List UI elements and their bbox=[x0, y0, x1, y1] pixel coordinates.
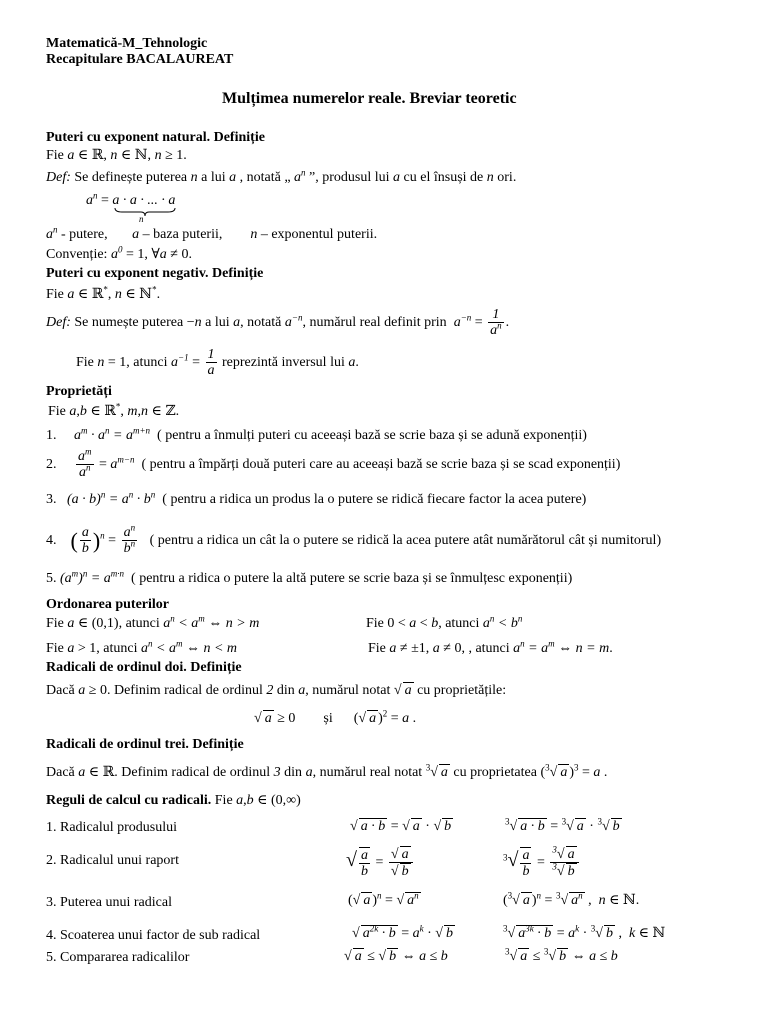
definition-line: $a^n$ - putere, a – baza puterii, n – exponentul puterii. bbox=[46, 224, 378, 242]
formula-power: $a^n = a \cdot a$ · ... · a bbox=[86, 190, 176, 208]
rule-formula: √ a · b = √ a · √ b bbox=[350, 819, 452, 834]
header-subtitle: Recapitulare BACALAUREAT bbox=[46, 52, 234, 67]
rule-label: 4. Scoaterea unui factor de sub radical bbox=[46, 928, 261, 943]
rule-label: 3. Puterea unui radical bbox=[46, 895, 172, 910]
section-heading: Radicali de ordinul trei. Definiție bbox=[46, 737, 244, 752]
section-heading: Proprietăți bbox=[46, 384, 112, 399]
rule-label: 1. Radicalul produsului bbox=[46, 820, 178, 835]
definition-line: Fie a ∈ ℝ, n ∈ ℕ, n ≥ 1. bbox=[46, 148, 187, 163]
definition-line: Fie a ∈ ℝ*, n ∈ ℕ*. bbox=[46, 284, 161, 302]
header-course: Matematică-M_Tehnologic bbox=[46, 36, 208, 51]
definition-line: Fie n = 1, atunci $a^{-1}$ = $\frac{1}{a}$ reprezintă inversul lui a. bbox=[76, 347, 359, 379]
rule-formula: $^3$√ $a^{3k} \cdot b = a^k \cdot ^3√$ b , k ∈ ℕ bbox=[503, 923, 666, 941]
property-item: 3. $(a \cdot b)^n = a^n \cdot b^n$ ( pentru a ridica un produs la o putere se ridică fiecare factor la acea putere) bbox=[46, 489, 587, 507]
definition-line: Def: Se definește puterea n a lui a , notată „ $a^n$ ”, produsul lui a cu el însuși de n ori. bbox=[46, 167, 517, 185]
order-rule: Fie 0 < a < b, atunci $a^n < b^n$ bbox=[366, 613, 523, 631]
section-heading-line: Reguli de calcul cu radicali. Fie a,b ∈ (0,∞) bbox=[46, 793, 301, 808]
property-item: 1. $a^m \cdot a^n = a^{m+n}$ ( pentru a înmulți puteri cu aceeași bază se scrie baza și se adună exponenții) bbox=[46, 425, 587, 443]
order-rule: Fie a ≠ ±1, a ≠ 0, , atunci $a^n = a^m$ ⇔ n = m. bbox=[368, 638, 613, 656]
formula-sqrt-properties: √ a ≥ 0 și (√ a )$^2$ = a . bbox=[254, 708, 417, 726]
definition-line: Fie a,b ∈ ℝ*, m,n ∈ ℤ. bbox=[48, 401, 180, 419]
section-heading: Radicali de ordinul doi. Definiție bbox=[46, 660, 242, 675]
convention-line: Convenție: $a^0 = 1$, ∀a ≠ 0. bbox=[46, 244, 192, 262]
order-rule: Fie a ∈ (0,1), atunci $a^n < a^m$ ⇔ n > m bbox=[46, 613, 260, 631]
rule-formula: √ a ≤ √ b ⇔ a ≤ b bbox=[344, 949, 448, 964]
brace-label: n bbox=[139, 214, 144, 224]
section-heading: Puteri cu exponent natural. Definiție bbox=[46, 130, 265, 145]
page-title: Mulțimea numerelor reale. Breviar teoretic bbox=[222, 90, 517, 107]
rule-formula: ($^3$√ a )$^n$ = $^3$√ $a^n$ , n ∈ ℕ. bbox=[503, 890, 640, 908]
definition-line: Dacă a ≥ 0. Definim radical de ordinul 2 din a, numărul notat √ a cu proprietățile: bbox=[46, 683, 507, 698]
rule-label: 5. Compararea radicalilor bbox=[46, 950, 190, 965]
property-item: 5. $(a^m)^n = a^{m\cdot n}$ ( pentru a ridica o putere la altă putere se scrie baza și se înmulțesc exponenții) bbox=[46, 568, 573, 586]
rule-label: 2. Radicalul unui raport bbox=[46, 853, 179, 868]
definition-line: Def: Se numește puterea −n a lui a, notată $a^{-n}$, numărul real definit prin $a^{-n}$ = $\frac{1}{a^n}$ . bbox=[46, 307, 510, 339]
rule-formula: $^3$√ a ≤ $^3$√ b ⇔ a ≤ b bbox=[505, 946, 618, 964]
property-item: 4. ( $\frac{a}{b}$ )$^n$ = $\frac{a^n}{b^n}$ ( pentru a ridica un cât la o putere se ridică la acea putere atât numărătorul cât și numitorul) bbox=[46, 522, 662, 557]
order-rule: Fie a > 1, atunci $a^n < a^m$ ⇔ n < m bbox=[46, 638, 238, 656]
definition-line: Dacă a ∈ ℝ. Definim radical de ordinul 3 din a, numărul real notat $^3$√ a cu proprietatea ($^3$√ a )$^3$ = a . bbox=[46, 762, 608, 780]
rule-formula: √ $\frac{a}{b}$ = $\frac{√ a}{√ b}$ bbox=[346, 840, 415, 883]
property-item: 2. $\frac{a^m}{a^n}$ = $a^{m-n}$ ( pentru a împărți două puteri care au aceeași bază se scrie baza și se scad exponenții) bbox=[46, 446, 621, 481]
section-heading: Ordonarea puterilor bbox=[46, 597, 170, 612]
rule-formula: (√ a )$^n$ = √ $a^n$ bbox=[348, 890, 419, 908]
rule-formula: √ $a^{2k} \cdot b = a^k$ · √ b bbox=[352, 923, 453, 941]
rule-formula: $^3$√ $\frac{a}{b}$ = $\frac{^3√ a}{^3√ b}$ bbox=[503, 840, 581, 883]
rule-formula: $^3$√ a · b = $^3$√ a · $^3$√ b bbox=[505, 816, 620, 834]
section-heading: Puteri cu exponent negativ. Definiție bbox=[46, 266, 264, 281]
underbrace bbox=[114, 207, 176, 217]
